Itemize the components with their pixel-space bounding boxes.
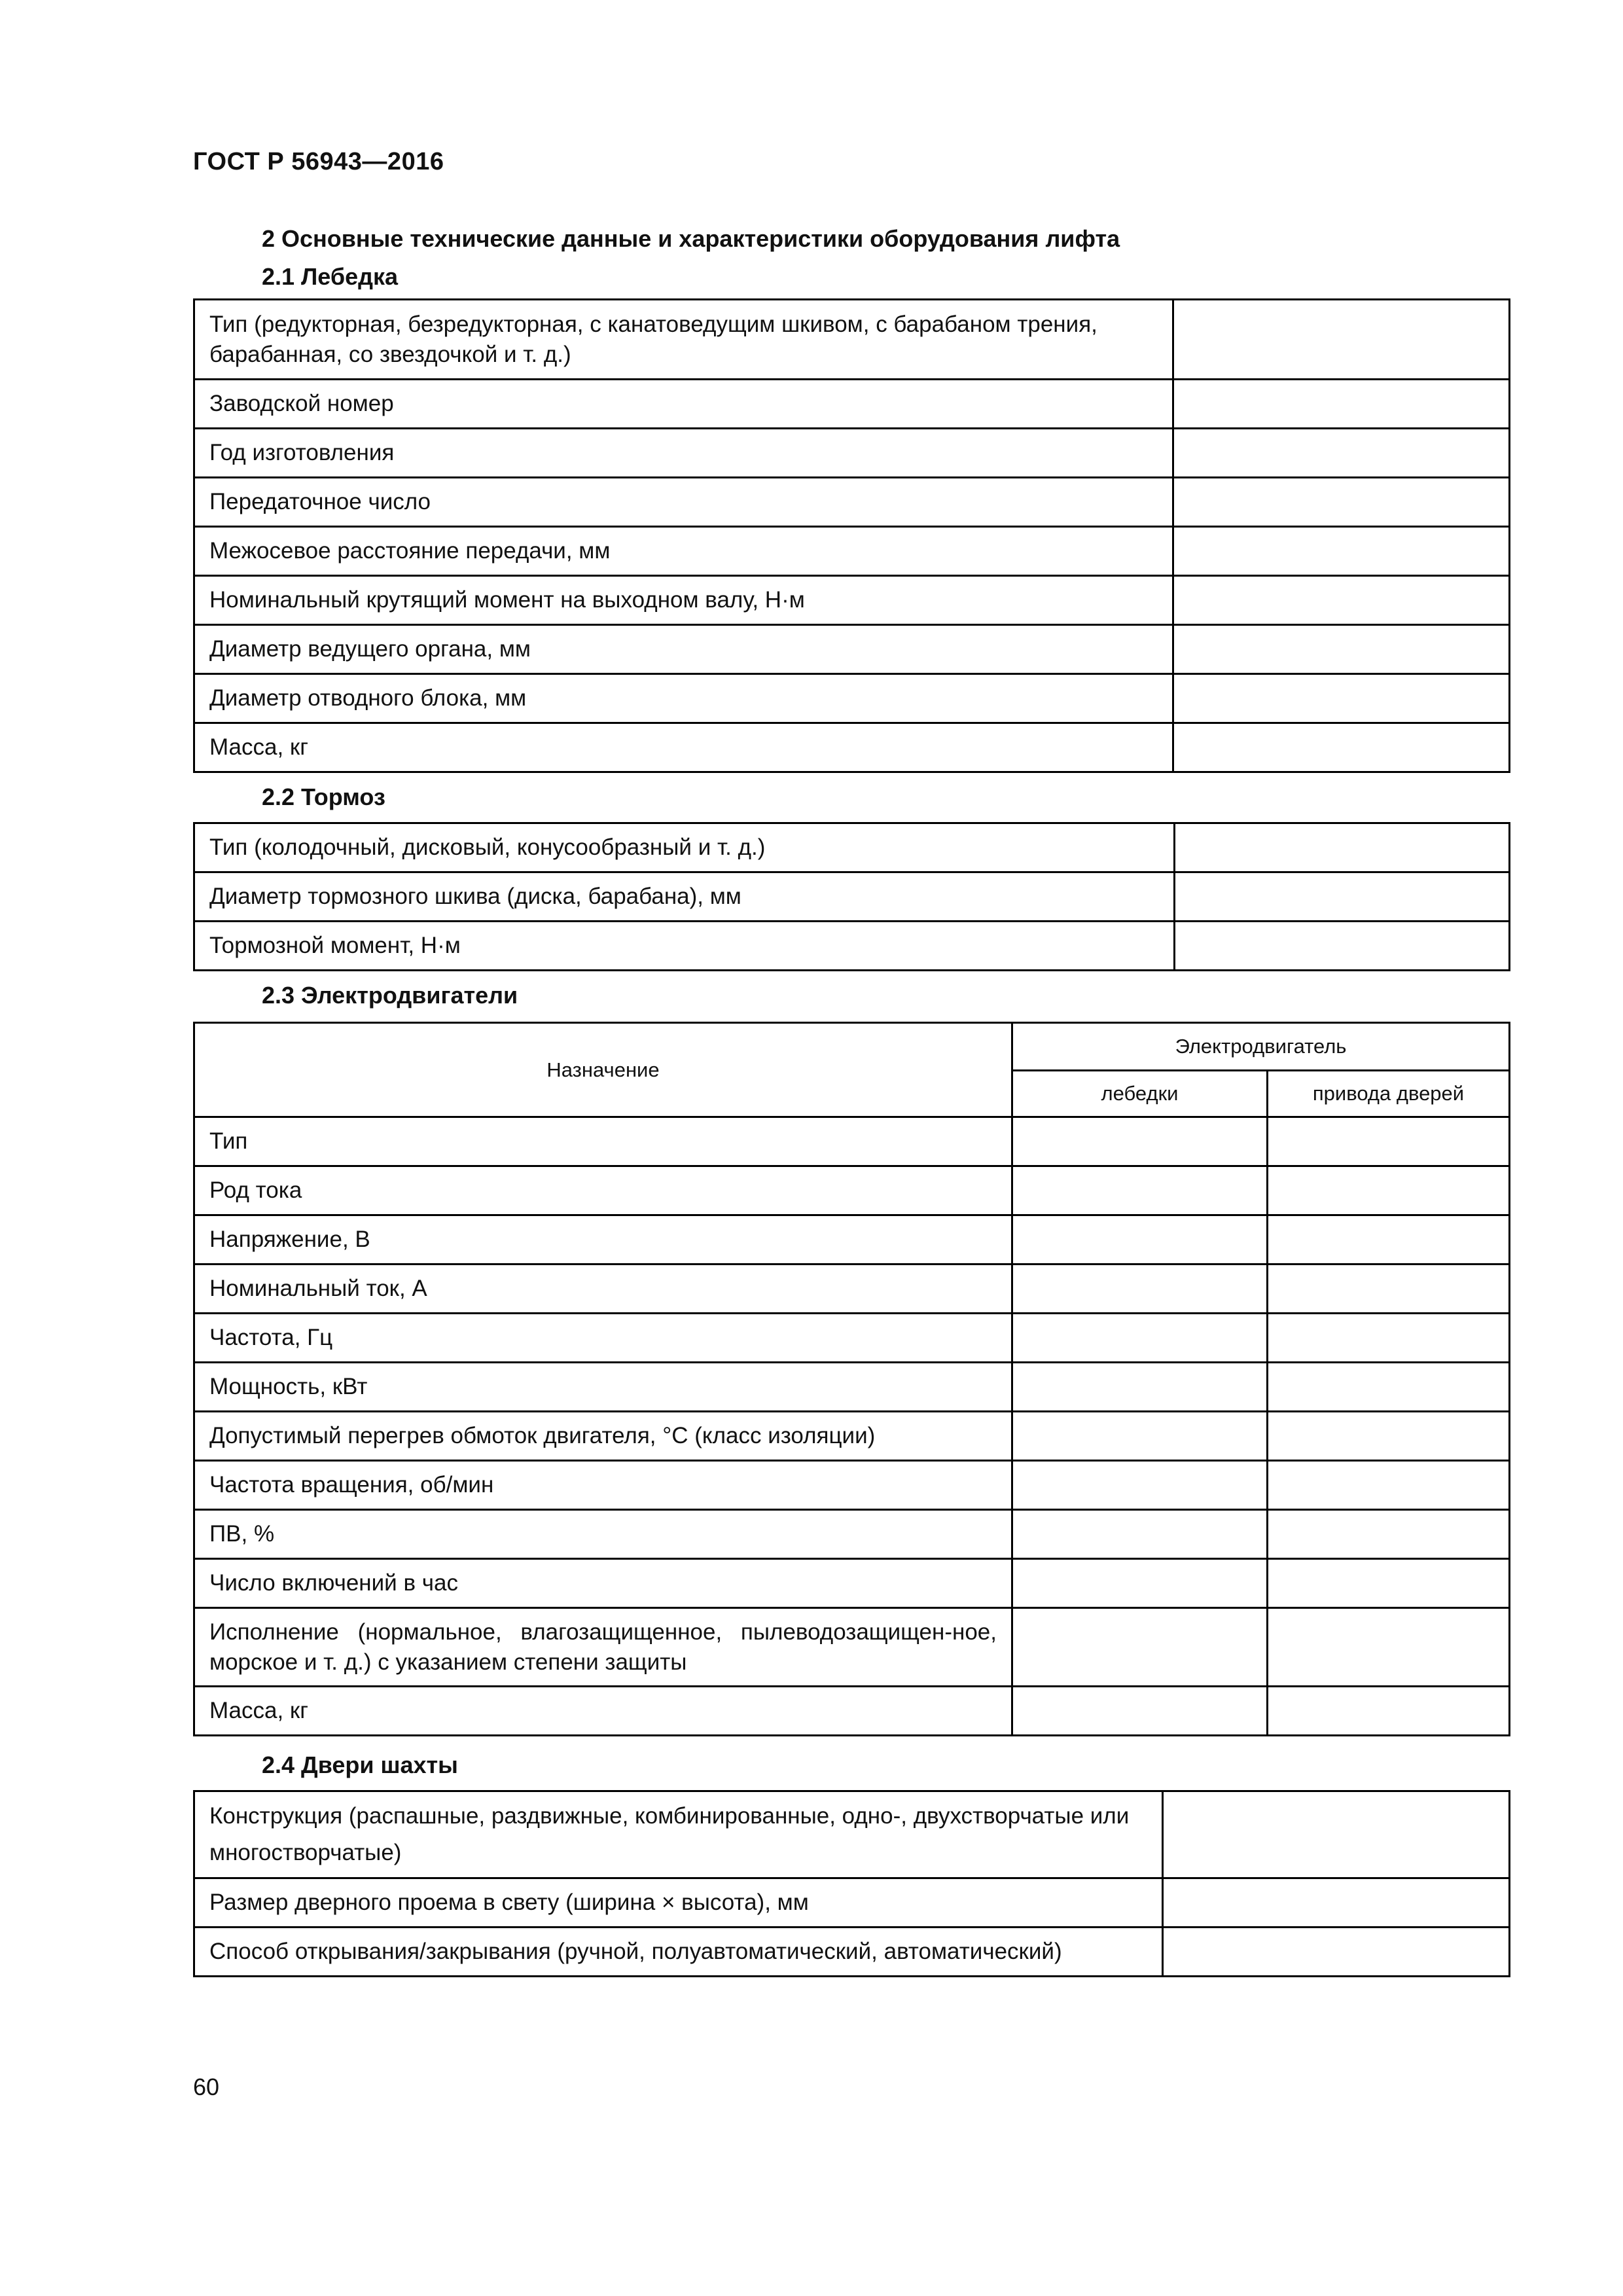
value-cell: [1012, 1608, 1268, 1687]
row-label: Диаметр отводного блока, мм: [194, 674, 1173, 723]
value-cell: [1163, 1928, 1510, 1977]
column-header-winch: лебедки: [1012, 1071, 1268, 1117]
row-label: Номинальный ток, А: [194, 1265, 1012, 1314]
table-row: [194, 1559, 1510, 1608]
row-label: Масса, кг: [194, 1687, 1012, 1736]
row-label: Масса, кг: [194, 723, 1173, 772]
brake-table: [193, 822, 1510, 971]
value-cell: [1012, 1461, 1268, 1510]
row-label: Размер дверного проема в свету (ширина × высота), мм: [194, 1878, 1163, 1928]
table-row: [194, 1510, 1510, 1559]
row-label: ПВ, %: [194, 1510, 1012, 1559]
subsection-title-motors: 2.3 Электродвигатели: [262, 982, 518, 1009]
row-label: Частота вращения, об/мин: [194, 1461, 1012, 1510]
row-label: Заводской номер: [194, 380, 1173, 429]
value-cell: [1173, 674, 1510, 723]
motors-table: [193, 1022, 1510, 1736]
table-row: [194, 723, 1510, 772]
value-cell: [1173, 300, 1510, 380]
column-header-door-drive: привода дверей: [1268, 1071, 1510, 1117]
row-label: Тип: [194, 1117, 1012, 1166]
value-cell: [1012, 1559, 1268, 1608]
table-row: [194, 1166, 1510, 1215]
value-cell: [1268, 1461, 1510, 1510]
row-label: Частота, Гц: [194, 1314, 1012, 1363]
row-label: Мощность, кВт: [194, 1363, 1012, 1412]
column-header-purpose: Назначение: [194, 1023, 1012, 1117]
value-cell: [1012, 1510, 1268, 1559]
value-cell: [1268, 1608, 1510, 1687]
row-label: Конструкция (распашные, раздвижные, комбинированные, одно-, двухстворчатые или многостворчатые): [194, 1791, 1163, 1878]
value-cell: [1268, 1117, 1510, 1166]
table-row: [194, 527, 1510, 576]
value-cell: [1173, 723, 1510, 772]
subsection-title-doors: 2.4 Двери шахты: [262, 1751, 458, 1778]
table-row: [194, 922, 1510, 971]
value-cell: [1175, 823, 1510, 872]
row-label: Диаметр ведущего органа, мм: [194, 625, 1173, 674]
table-row: [194, 1412, 1510, 1461]
winch-table: [193, 298, 1510, 773]
table-row: [194, 1265, 1510, 1314]
row-label: Тормозной момент, Н·м: [194, 922, 1175, 971]
row-label: Диаметр тормозного шкива (диска, барабана), мм: [194, 872, 1175, 922]
row-label: Номинальный крутящий момент на выходном валу, Н·м: [194, 576, 1173, 625]
page-number: 60: [193, 2073, 220, 2100]
value-cell: [1268, 1510, 1510, 1559]
table-row: [194, 1928, 1510, 1977]
table-row: [194, 1314, 1510, 1363]
value-cell: [1268, 1215, 1510, 1265]
value-cell: [1163, 1791, 1510, 1878]
row-label: Передаточное число: [194, 478, 1173, 527]
value-cell: [1268, 1363, 1510, 1412]
table-row: [194, 1461, 1510, 1510]
table-row: [194, 625, 1510, 674]
table-row: [194, 300, 1510, 380]
value-cell: [1173, 625, 1510, 674]
value-cell: [1173, 576, 1510, 625]
table-row: [194, 1117, 1510, 1166]
value-cell: [1268, 1265, 1510, 1314]
value-cell: [1012, 1265, 1268, 1314]
table-row: [194, 1363, 1510, 1412]
table-row: [194, 674, 1510, 723]
value-cell: [1012, 1215, 1268, 1265]
table-row: [194, 429, 1510, 478]
table-row: [194, 478, 1510, 527]
table-row: [194, 823, 1510, 872]
value-cell: [1012, 1412, 1268, 1461]
row-label: Тип (колодочный, дисковый, конусообразный и т. д.): [194, 823, 1175, 872]
table-row: [194, 1608, 1510, 1687]
value-cell: [1012, 1314, 1268, 1363]
document-header: ГОСТ Р 56943—2016: [193, 148, 444, 175]
doors-table: [193, 1790, 1510, 1977]
value-cell: [1268, 1412, 1510, 1461]
value-cell: [1012, 1687, 1268, 1736]
value-cell: [1268, 1166, 1510, 1215]
value-cell: [1175, 872, 1510, 922]
row-label: Исполнение (нормальное, влагозащищенное, пылеводозащищен-ное, морское и т. д.) с указанием степени защиты: [194, 1608, 1012, 1687]
value-cell: [1012, 1117, 1268, 1166]
table-row: [194, 1791, 1510, 1878]
table-row: [194, 1215, 1510, 1265]
column-header-motor: Электродвигатель: [1012, 1023, 1510, 1071]
row-label: Число включений в час: [194, 1559, 1012, 1608]
value-cell: [1173, 429, 1510, 478]
subsection-title-brake: 2.2 Тормоз: [262, 783, 385, 810]
table-header-row: [194, 1023, 1510, 1071]
value-cell: [1173, 380, 1510, 429]
row-label: Допустимый перегрев обмоток двигателя, °С (класс изоляции): [194, 1412, 1012, 1461]
row-label: Способ открывания/закрывания (ручной, полуавтоматический, автоматический): [194, 1928, 1163, 1977]
value-cell: [1268, 1314, 1510, 1363]
table-row: [194, 872, 1510, 922]
table-row: [194, 1687, 1510, 1736]
section-title: 2 Основные технические данные и характеристики оборудования лифта: [262, 225, 1120, 252]
row-label: Межосевое расстояние передачи, мм: [194, 527, 1173, 576]
value-cell: [1012, 1363, 1268, 1412]
row-label: Род тока: [194, 1166, 1012, 1215]
subsection-title-winch: 2.1 Лебедка: [262, 263, 399, 290]
row-label: Год изготовления: [194, 429, 1173, 478]
value-cell: [1012, 1166, 1268, 1215]
row-label: Тип (редукторная, безредукторная, с канатоведущим шкивом, с барабаном трения, барабанная, со звездочкой и т. д.): [194, 300, 1173, 380]
value-cell: [1173, 478, 1510, 527]
table-row: [194, 576, 1510, 625]
value-cell: [1163, 1878, 1510, 1928]
row-label: Напряжение, В: [194, 1215, 1012, 1265]
table-row: [194, 380, 1510, 429]
value-cell: [1268, 1687, 1510, 1736]
value-cell: [1173, 527, 1510, 576]
value-cell: [1268, 1559, 1510, 1608]
value-cell: [1175, 922, 1510, 971]
table-row: [194, 1878, 1510, 1928]
